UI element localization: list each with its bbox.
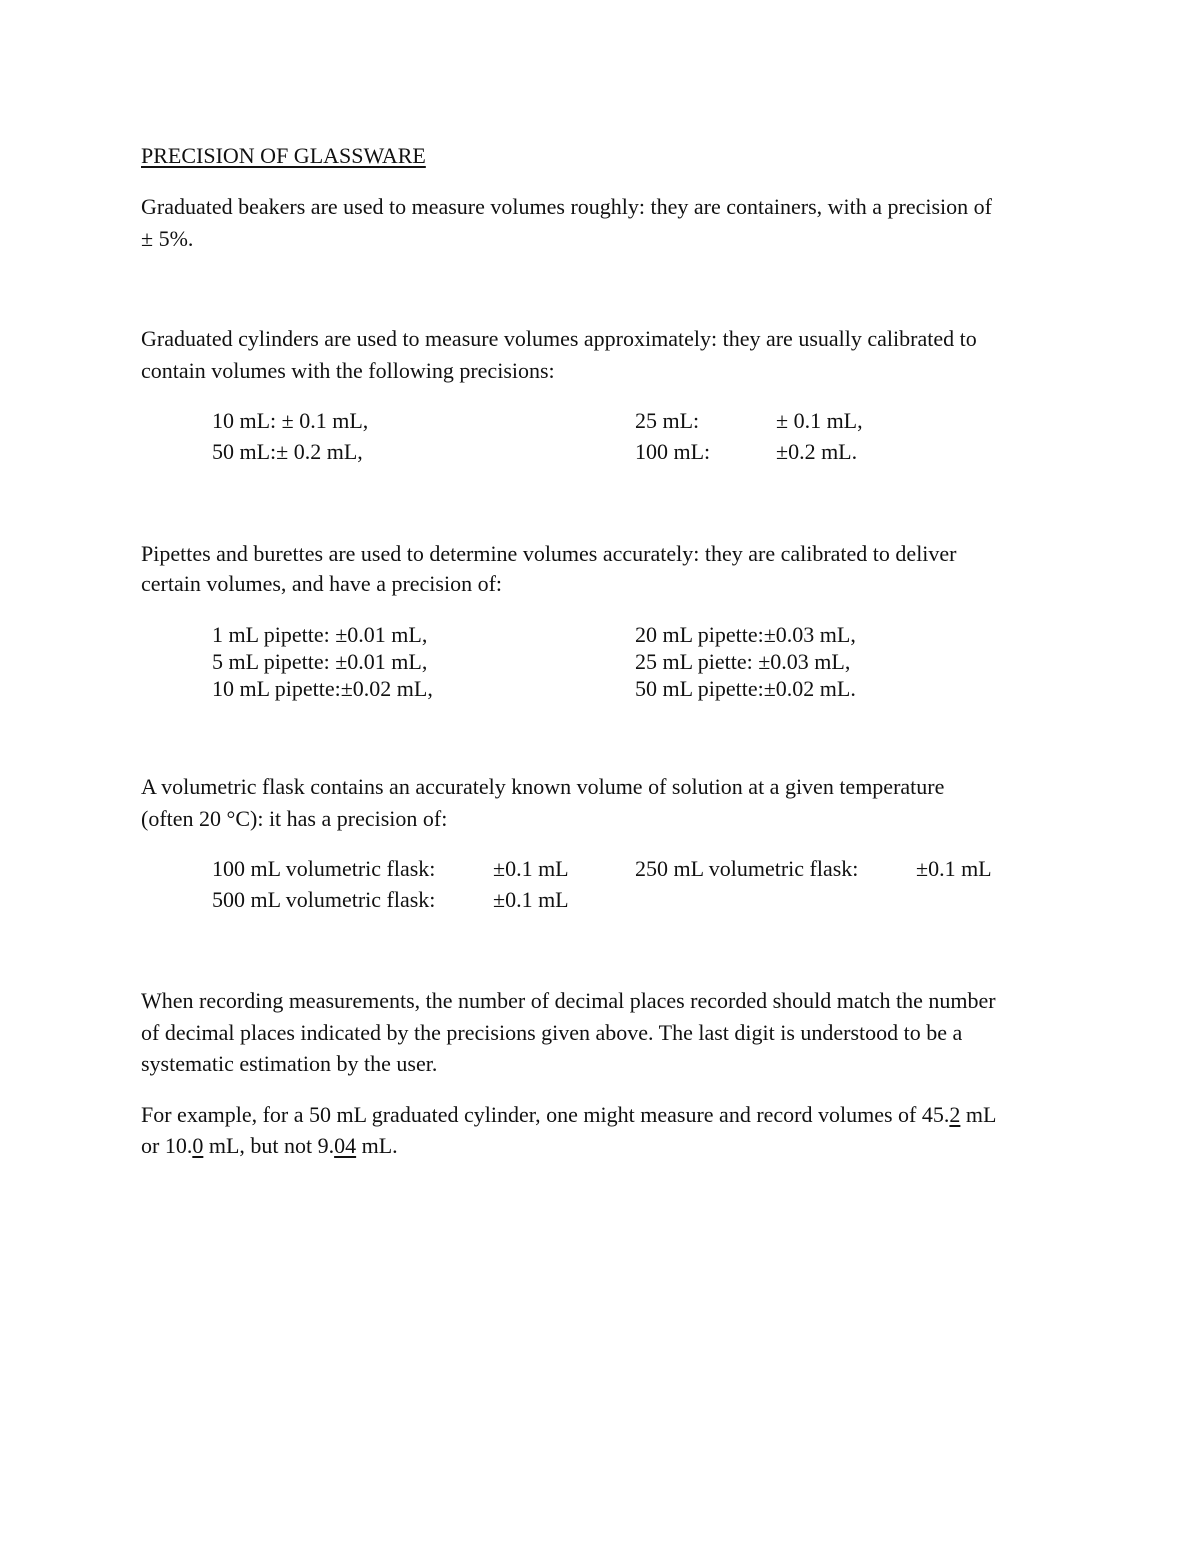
cylinders-line-1: Graduated cylinders are used to measure volumes approximately: they are usually calibrated to bbox=[141, 326, 977, 351]
example-line-2 bbox=[141, 1135, 398, 1157]
page-title: PRECISION OF GLASSWARE bbox=[141, 143, 426, 168]
flask-500ml-label: 500 mL volumetric flask: bbox=[212, 887, 436, 912]
pipette-10ml: 10 mL pipette:±0.02 mL, bbox=[212, 676, 433, 701]
pipette-20ml: 20 mL pipette:±0.03 mL, bbox=[635, 622, 856, 647]
example-underlined-digit: 2 bbox=[949, 1102, 961, 1127]
example-line-1-unit: mL bbox=[960, 1102, 997, 1127]
example-line-2-text-b: mL, but not 9. bbox=[203, 1133, 335, 1158]
example-underlined-digit: 0 bbox=[192, 1133, 204, 1158]
cylinder-25ml-label: 25 mL: bbox=[635, 408, 700, 433]
flask-250ml-label: 250 mL volumetric flask: bbox=[635, 856, 859, 881]
flask-500ml-precision: ±0.1 mL bbox=[493, 887, 569, 912]
pipette-50ml: 50 mL pipette:±0.02 mL. bbox=[635, 676, 856, 701]
flask-line-2: (often 20 °C): it has a precision of: bbox=[141, 806, 448, 831]
cylinder-100ml-label: 100 mL: bbox=[635, 439, 711, 464]
flask-100ml-label: 100 mL volumetric flask: bbox=[212, 856, 436, 881]
example-line-2-text-a: or 10. bbox=[141, 1133, 193, 1158]
beakers-line-2: ± 5%. bbox=[141, 226, 194, 251]
pipettes-line-1: Pipettes and burettes are used to determine volumes accurately: they are calibrated to deliver bbox=[141, 541, 957, 566]
recording-line-1: When recording measurements, the number of decimal places recorded should match the number bbox=[141, 988, 996, 1013]
cylinders-line-2: contain volumes with the following precisions: bbox=[141, 358, 555, 383]
example-underlined-digits: 04 bbox=[334, 1133, 357, 1158]
cylinder-100ml-precision: ±0.2 mL. bbox=[776, 439, 858, 464]
cylinder-50ml-precision: 50 mL:± 0.2 mL, bbox=[212, 439, 363, 464]
example-line-2-text-c: mL. bbox=[356, 1133, 398, 1158]
pipette-5ml: 5 mL pipette: ±0.01 mL, bbox=[212, 649, 428, 674]
flask-250ml-precision: ±0.1 mL bbox=[916, 856, 992, 881]
pipette-25ml: 25 mL piette: ±0.03 mL, bbox=[635, 649, 851, 674]
example-line-1 bbox=[141, 1104, 996, 1126]
example-line-1-text: For example, for a 50 mL graduated cylinder, one might measure and record volumes of 45. bbox=[141, 1102, 950, 1127]
flask-100ml-precision: ±0.1 mL bbox=[493, 856, 569, 881]
pipette-1ml: 1 mL pipette: ±0.01 mL, bbox=[212, 622, 428, 647]
flask-line-1: A volumetric flask contains an accurately known volume of solution at a given temperature bbox=[141, 774, 945, 799]
cylinder-10ml-precision: 10 mL: ± 0.1 mL, bbox=[212, 408, 369, 433]
pipettes-line-2: certain volumes, and have a precision of: bbox=[141, 571, 503, 596]
beakers-line-1: Graduated beakers are used to measure volumes roughly: they are containers, with a precision of bbox=[141, 194, 992, 219]
recording-line-3: systematic estimation by the user. bbox=[141, 1051, 438, 1076]
cylinder-25ml-precision: ± 0.1 mL, bbox=[776, 408, 863, 433]
recording-line-2: of decimal places indicated by the precisions given above. The last digit is understood to be a bbox=[141, 1020, 963, 1045]
